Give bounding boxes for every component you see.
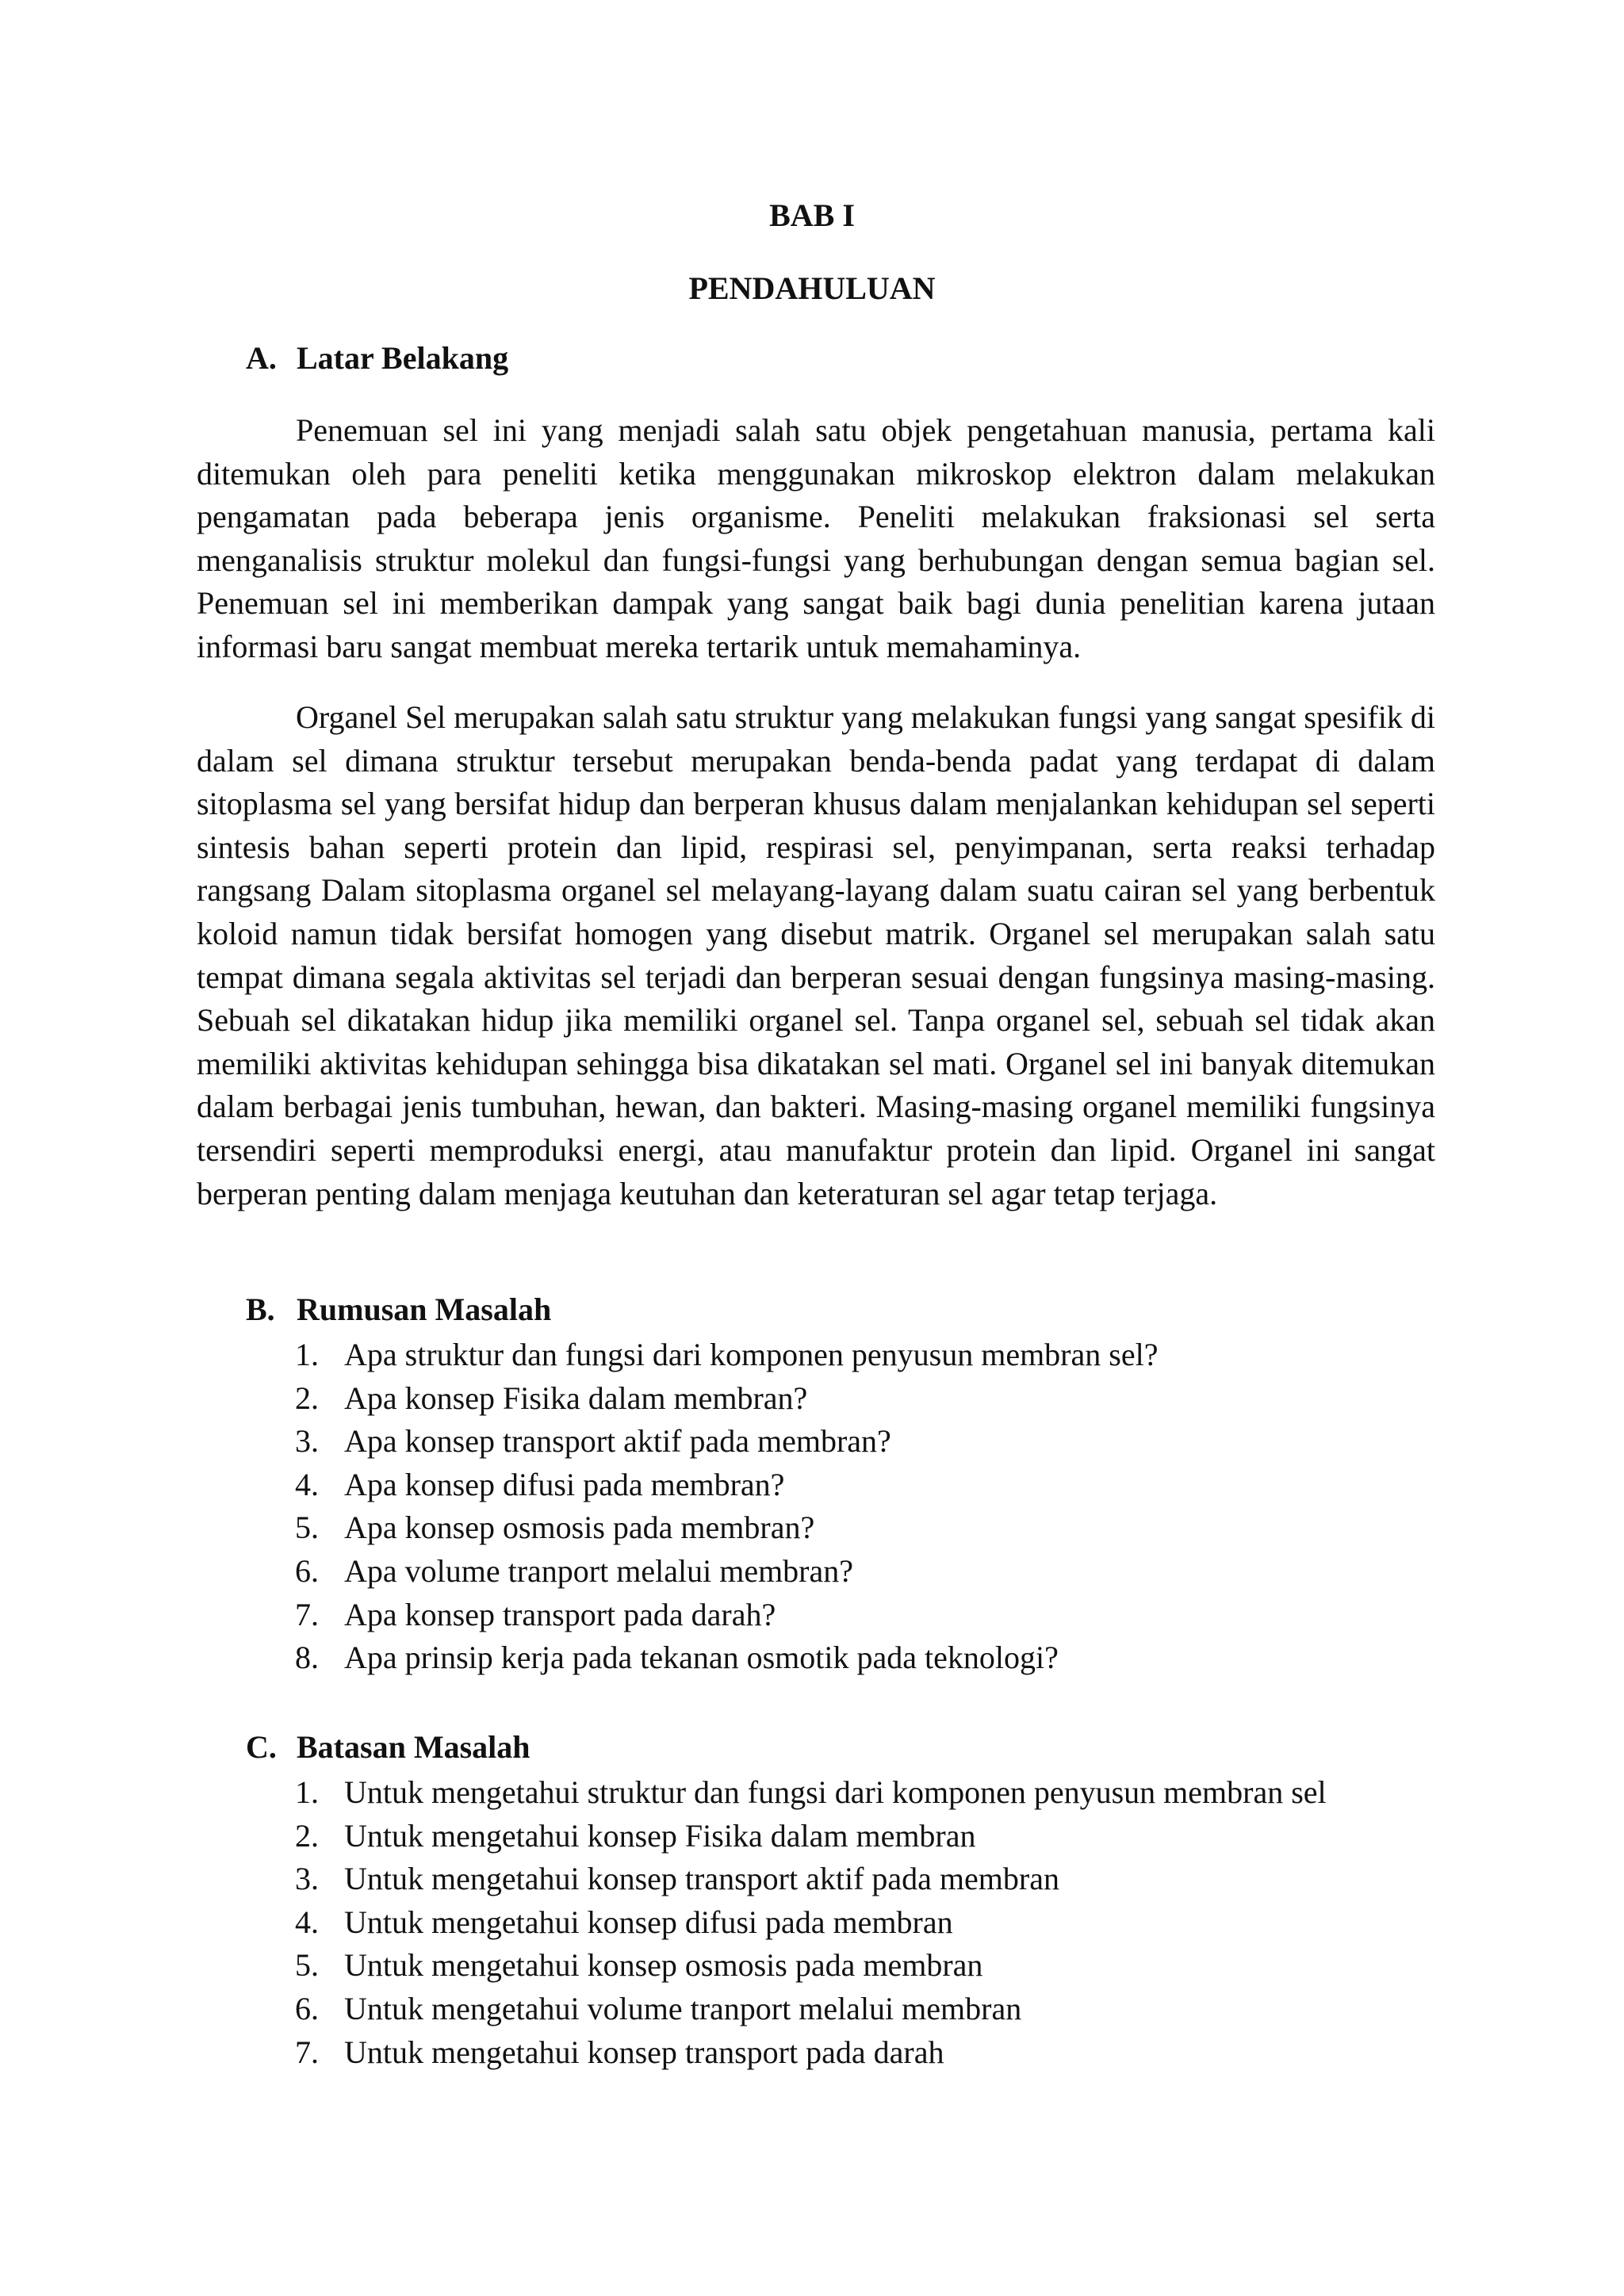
list-text: Untuk mengetahui konsep transport pada darah [344, 2034, 944, 2070]
section-letter: B. [246, 1292, 275, 1327]
list-number: 4. [295, 1904, 319, 1940]
list-item [295, 1420, 1158, 1464]
list-item [295, 1988, 1327, 2031]
list-number: 4. [295, 1466, 319, 1502]
list-text: Apa konsep Fisika dalam membran? [344, 1380, 808, 1416]
batasan-masalah-list [295, 1771, 1327, 2074]
list-text: Apa konsep transport aktif pada membran? [344, 1423, 891, 1460]
chapter-number: BAB I [769, 197, 855, 233]
section-title: Rumusan Masalah [297, 1292, 552, 1327]
list-text: Apa konsep transport pada darah? [344, 1596, 776, 1632]
section-letter: C. [246, 1729, 277, 1765]
list-item [295, 1901, 1327, 1945]
section-title: Batasan Masalah [297, 1729, 530, 1765]
list-item [295, 1334, 1158, 1377]
list-item [295, 1636, 1158, 1680]
list-text: Untuk mengetahui struktur dan fungsi dari komponen penyusun membran sel [344, 1774, 1327, 1810]
list-number: 6. [295, 1552, 319, 1589]
list-text: Apa volume tranport melalui membran? [344, 1552, 854, 1589]
list-item [295, 1594, 1158, 1637]
paragraph-penemuan-sel: Penemuan sel ini yang menjadi salah satu objek pengetahuan manusia, pertama kali ditemukan oleh para peneliti ketika menggunakan mikroskop elektron dalam melakukan pengamatan pada beberapa jenis organisme. Peneliti melakukan fraksionasi sel serta menganalisis struktur molekul dan fungsi-fungsi yang berhubungan dengan semua bagian sel. Penemuan sel ini memberikan dampak yang sangat baik bagi dunia penelitian karena jutaan informasi baru sangat membuat mereka tertarik untuk memahaminya. [197, 412, 1435, 664]
section-heading-batasan-masalah [246, 1728, 530, 1766]
list-number: 6. [295, 1990, 319, 2026]
list-number: 1. [295, 1774, 319, 1810]
chapter-title: PENDAHULUAN [688, 270, 936, 306]
list-item [295, 1377, 1158, 1421]
list-number: 7. [295, 2034, 319, 2070]
list-number: 8. [295, 1640, 319, 1676]
list-item [295, 1771, 1327, 1815]
list-item [295, 1858, 1327, 1901]
list-item [295, 2031, 1327, 2075]
list-text: Untuk mengetahui volume tranport melalui membran [344, 1990, 1022, 2026]
rumusan-masalah-list [295, 1334, 1158, 1680]
list-text: Untuk mengetahui konsep difusi pada membran [344, 1904, 953, 1940]
section-letter: A. [246, 340, 277, 376]
list-item [295, 1550, 1158, 1594]
list-number: 5. [295, 1947, 319, 1984]
list-number: 5. [295, 1510, 319, 1546]
list-number: 1. [295, 1337, 319, 1372]
list-item [295, 1815, 1327, 1858]
list-text: Apa prinsip kerja pada tekanan osmotik pada teknologi? [344, 1640, 1059, 1676]
list-item [295, 1944, 1327, 1988]
section-heading-rumusan-masalah [246, 1291, 551, 1329]
list-number: 2. [295, 1380, 319, 1416]
list-number: 7. [295, 1596, 319, 1632]
list-text: Untuk mengetahui konsep osmosis pada membran [344, 1947, 983, 1984]
list-text: Apa konsep difusi pada membran? [344, 1466, 785, 1502]
list-number: 3. [295, 1861, 319, 1897]
section-title: Latar Belakang [297, 340, 509, 376]
list-item [295, 1506, 1158, 1550]
list-text: Apa konsep osmosis pada membran? [344, 1510, 815, 1546]
list-text: Untuk mengetahui konsep transport aktif pada membran [344, 1861, 1059, 1897]
section-heading-latar-belakang [246, 339, 508, 377]
list-item [295, 1464, 1158, 1507]
list-text: Apa struktur dan fungsi dari komponen penyusun membran sel? [344, 1337, 1159, 1372]
list-number: 3. [295, 1423, 319, 1460]
list-number: 2. [295, 1817, 319, 1854]
paragraph-organel-sel: Organel Sel merupakan salah satu struktur yang melakukan fungsi yang sangat spesifik di dalam sel dimana struktur tersebut merupakan benda-benda padat yang terdapat di dalam sitoplasma sel yang bersifat hidup dan berperan khusus dalam menjalankan kehidupan sel seperti sintesis bahan seperti protein dan lipid, respirasi sel, penyimpanan, serta reaksi terhadap rangsang Dalam sitoplasma organel sel melayang-layang dalam suatu cairan sel yang berbentuk koloid namun tidak bersifat homogen yang disebut matrik. Organel sel merupakan salah satu tempat dimana segala aktivitas sel terjadi dan berperan sesuai dengan fungsinya masing-masing. Sebuah sel dikatakan hidup jika memiliki organel sel. Tanpa organel sel, sebuah sel tidak akan memiliki aktivitas kehidupan sehingga bisa dikatakan sel mati. Organel sel ini banyak ditemukan dalam berbagai jenis tumbuhan, hewan, dan bakteri. Masing-masing organel memiliki fungsinya tersendiri seperti memproduksi energi, atau manufaktur protein dan lipid. Organel ini sangat berperan penting dalam menjaga keutuhan dan keteraturan sel agar tetap terjaga. [197, 699, 1435, 1211]
list-text: Untuk mengetahui konsep Fisika dalam membran [344, 1817, 976, 1854]
